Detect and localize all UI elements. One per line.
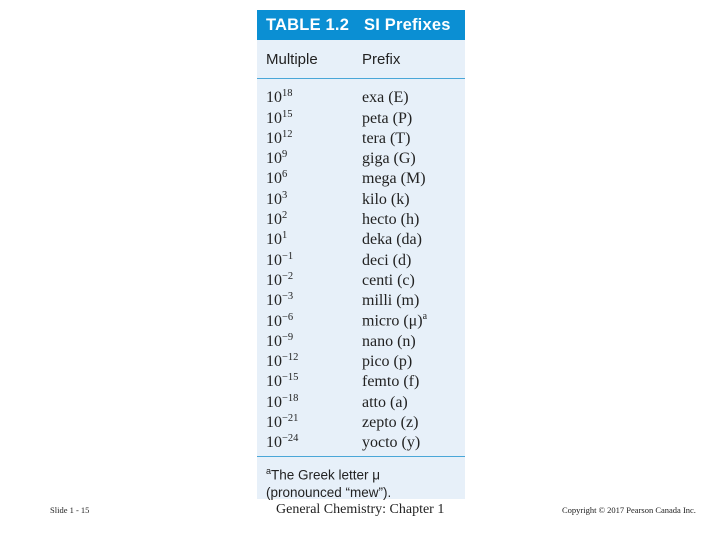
prefix-text: peta (P)	[362, 109, 413, 127]
multiple-base: 10	[266, 89, 282, 107]
multiple-cell	[266, 130, 362, 148]
multiple-cell	[266, 292, 362, 310]
multiple-exponent: −15	[282, 372, 299, 384]
prefix-text: micro (μ)	[362, 312, 423, 330]
prefix-cell	[362, 353, 412, 371]
prefix-text: deka (da)	[362, 231, 422, 249]
multiple-cell	[266, 313, 362, 331]
multiple-exponent: 2	[282, 210, 288, 222]
slide-number: Slide 1 - 15	[50, 505, 90, 515]
prefix-text: centi (c)	[362, 271, 415, 289]
table-header	[257, 10, 465, 40]
multiple-cell	[266, 252, 362, 270]
multiple-cell	[266, 333, 362, 351]
table-row	[257, 391, 465, 411]
multiple-exponent: −2	[282, 270, 294, 282]
multiple-cell	[266, 353, 362, 371]
multiple-base: 10	[266, 271, 282, 289]
prefix-text: tera (T)	[362, 129, 411, 147]
multiple-cell	[266, 191, 362, 209]
multiple-base: 10	[266, 251, 282, 269]
table-body	[257, 79, 465, 452]
table-row	[257, 412, 465, 432]
multiple-exponent: −9	[282, 331, 294, 343]
multiple-cell	[266, 272, 362, 290]
footnote-marker: a	[422, 311, 428, 323]
prefix-text: mega (M)	[362, 170, 426, 188]
table-row	[257, 432, 465, 452]
prefix-cell	[362, 311, 427, 330]
prefix-cell	[362, 292, 419, 310]
multiple-base: 10	[266, 393, 282, 411]
footnote-line-2: (pronounced “mew”).	[266, 484, 392, 500]
prefix-cell	[362, 89, 409, 107]
table-row	[257, 229, 465, 249]
multiple-base: 10	[266, 129, 282, 147]
multiple-cell	[266, 150, 362, 168]
multiple-exponent: −12	[282, 352, 299, 364]
multiple-exponent: −21	[282, 413, 299, 425]
prefix-text: femto (f)	[362, 373, 420, 391]
table-row	[257, 148, 465, 168]
table-row	[257, 290, 465, 310]
prefix-cell	[362, 373, 419, 391]
prefix-text: exa (E)	[362, 89, 409, 107]
multiple-exponent: 18	[282, 88, 293, 100]
multiple-base: 10	[266, 312, 282, 330]
multiple-exponent: −18	[282, 392, 299, 404]
multiple-base: 10	[266, 434, 282, 452]
table-row	[257, 310, 465, 330]
table-title: SI Prefixes	[364, 15, 451, 34]
prefix-cell	[362, 272, 415, 290]
column-header-multiple: Multiple	[266, 50, 318, 68]
multiple-cell	[266, 89, 362, 107]
table-row	[257, 168, 465, 188]
multiple-exponent: −1	[282, 250, 294, 262]
prefix-text: hecto (h)	[362, 211, 420, 229]
table-row	[257, 209, 465, 229]
multiple-cell	[266, 414, 362, 432]
prefix-cell	[362, 170, 426, 188]
prefix-text: nano (n)	[362, 332, 416, 350]
multiple-exponent: 1	[282, 230, 288, 242]
multiple-cell	[266, 170, 362, 188]
multiple-exponent: 9	[282, 149, 288, 161]
multiple-cell	[266, 373, 362, 391]
multiple-exponent: 12	[282, 128, 293, 140]
table-row	[257, 188, 465, 208]
table-footnote	[257, 456, 465, 501]
multiple-exponent: −6	[282, 311, 294, 323]
multiple-cell	[266, 231, 362, 249]
prefix-text: deci (d)	[362, 251, 412, 269]
multiple-cell	[266, 434, 362, 452]
multiple-cell	[266, 110, 362, 128]
column-headers	[257, 40, 465, 79]
multiple-base: 10	[266, 150, 282, 168]
multiple-base: 10	[266, 231, 282, 249]
multiple-base: 10	[266, 353, 282, 371]
prefix-text: yocto (y)	[362, 434, 421, 452]
table-row	[257, 331, 465, 351]
multiple-exponent: 6	[282, 169, 288, 181]
multiple-cell	[266, 211, 362, 229]
prefix-text: kilo (k)	[362, 190, 410, 208]
table-row	[257, 249, 465, 269]
prefix-cell	[362, 130, 410, 148]
multiple-cell	[266, 394, 362, 412]
multiple-base: 10	[266, 109, 282, 127]
multiple-base: 10	[266, 373, 282, 391]
column-header-prefix: Prefix	[362, 50, 401, 68]
prefix-text: zepto (z)	[362, 414, 419, 432]
table-row	[257, 107, 465, 127]
footnote-mark: a	[266, 466, 272, 476]
prefix-cell	[362, 252, 411, 270]
multiple-base: 10	[266, 211, 282, 229]
multiple-exponent: −3	[282, 291, 294, 303]
prefix-cell	[362, 434, 420, 452]
prefix-cell	[362, 211, 419, 229]
si-prefix-table	[257, 10, 465, 499]
table-row	[257, 371, 465, 391]
table-number: TABLE 1.2	[266, 15, 350, 34]
multiple-base: 10	[266, 292, 282, 310]
chapter-title: General Chemistry: Chapter 1	[276, 502, 445, 517]
prefix-cell	[362, 191, 410, 209]
multiple-exponent: 3	[282, 189, 288, 201]
multiple-base: 10	[266, 190, 282, 208]
table-row	[257, 128, 465, 148]
multiple-exponent: 15	[282, 108, 293, 120]
prefix-text: milli (m)	[362, 292, 420, 310]
prefix-cell	[362, 394, 408, 412]
table-row	[257, 87, 465, 107]
copyright-notice: Copyright © 2017 Pearson Canada Inc.	[562, 505, 696, 515]
multiple-base: 10	[266, 414, 282, 432]
table-row	[257, 270, 465, 290]
multiple-exponent: −24	[282, 433, 299, 445]
prefix-cell	[362, 414, 418, 432]
prefix-text: atto (a)	[362, 393, 408, 411]
multiple-base: 10	[266, 170, 282, 188]
footnote-line-1: The Greek letter μ	[271, 467, 381, 483]
multiple-base: 10	[266, 332, 282, 350]
prefix-cell	[362, 231, 422, 249]
prefix-cell	[362, 110, 412, 128]
prefix-cell	[362, 333, 416, 351]
table-row	[257, 351, 465, 371]
prefix-text: giga (G)	[362, 150, 416, 168]
prefix-cell	[362, 150, 416, 168]
prefix-text: pico (p)	[362, 353, 413, 371]
